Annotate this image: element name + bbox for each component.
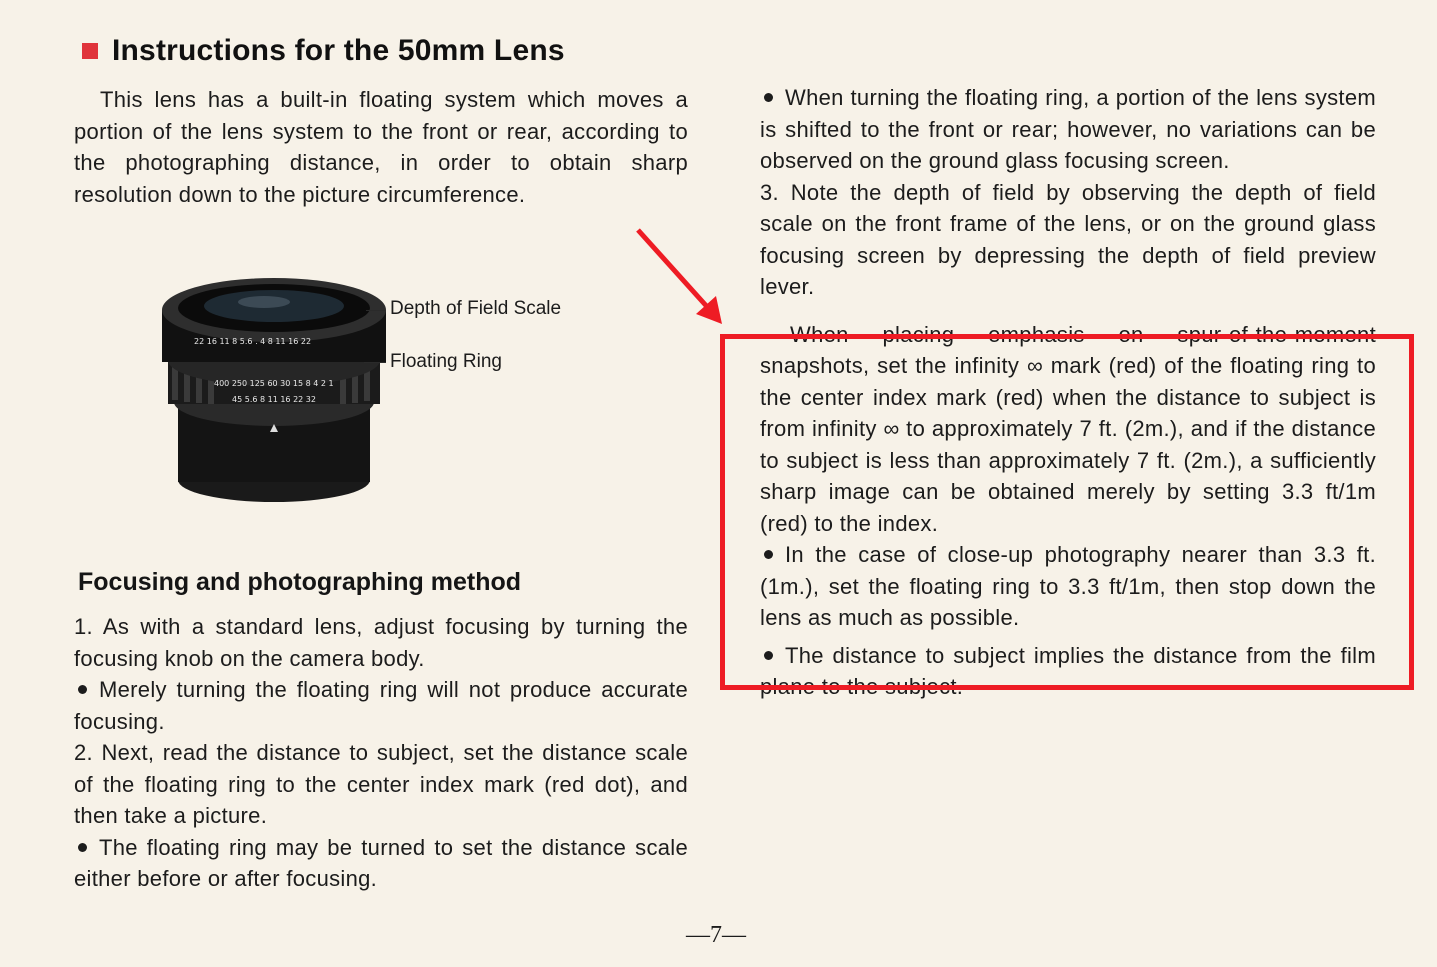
bullet-dot-icon [78, 843, 87, 852]
note-3 [760, 82, 1376, 177]
page-number: —7— [686, 922, 746, 948]
callout-line-floating [364, 362, 386, 363]
step-3: 3. Note the depth of field by observing the depth of field scale on the front frame of the lens, or on the ground glass focusing screen by depressing the depth of field preview lever. [760, 179, 1376, 299]
step-2: 2. Next, read the distance to subject, set the distance scale of the floating ring to the center index mark (red dot), and then take a picture. [74, 740, 688, 828]
intro-paragraph: This lens has a built-in floating system which moves a portion of the lens system to the front or rear, according to the photographing distance, in order to obtain sharp resolution down to the picture circumference. [74, 87, 688, 207]
callout-floating-ring: Floating Ring [390, 351, 502, 372]
focusing-section [74, 568, 688, 895]
lens-figure [74, 238, 688, 538]
emphasis-paragraph: When placing emphasis on spur-of-the-moment snapshots, set the infinity ∞ mark (red) of the floating ring to the center index mark (red) when the distance to subject is from infinity ∞ to approximately 7 ft. (2m.), and if the distance to subject is less than approximately 7 ft. (2m.), a sufficiently sharp image can be obtained merely by setting 3.3 ft/1m (red) to the index. [760, 321, 1376, 536]
note-2 [74, 832, 688, 895]
bullet-dot-icon [78, 685, 87, 694]
page-title [82, 30, 688, 72]
bullet-dot-icon [764, 93, 773, 102]
note-3-text: When turning the floating ring, a portion of the lens system is shifted to the front or rear; however, no variations can be observed on the ground glass focusing screen. [760, 85, 1376, 173]
svg-text:45 5.6 8 11 16 22 32: 45 5.6 8 11 16 22 32 [232, 395, 316, 404]
red-square-icon [82, 43, 98, 59]
focusing-heading: Focusing and photographing method [78, 568, 522, 596]
callout-depth-of-field: Depth of Field Scale [390, 298, 562, 319]
note-1-text: Merely turning the floating ring will not produce accurate focusing. [74, 677, 688, 734]
distance-note-text: The distance to subject implies the distance from the film plane to the subject. [760, 642, 1376, 699]
red-arrow-icon [630, 222, 730, 332]
svg-text:400 250 125 60 30 15 8 4 2 1: 400 250 125 60 30 15 8 4 2 1 [214, 379, 334, 388]
note-2-text: The floating ring may be turned to set the distance scale either before or after focusing. [74, 834, 688, 891]
callout-line-dof [366, 310, 386, 311]
note-1 [74, 674, 688, 737]
step-1: 1. As with a standard lens, adjust focusing by turning the focusing knob on the camera body. [74, 614, 688, 671]
left-column [74, 30, 688, 891]
page-title-text: Instructions for the 50mm Lens [112, 34, 565, 67]
lens-illustration [154, 252, 394, 502]
highlight-box [720, 334, 1414, 690]
svg-text:22 16 11 8 5.6 . 4 8 11 16 22: 22 16 11 8 5.6 . 4 8 11 16 22 [194, 337, 312, 346]
closeup-note-text: In the case of close-up photography nearer than 3.3 ft. (1m.), set the floating ring to 3.3 ft/1m, then stop down the lens as much as possible. [760, 542, 1376, 630]
